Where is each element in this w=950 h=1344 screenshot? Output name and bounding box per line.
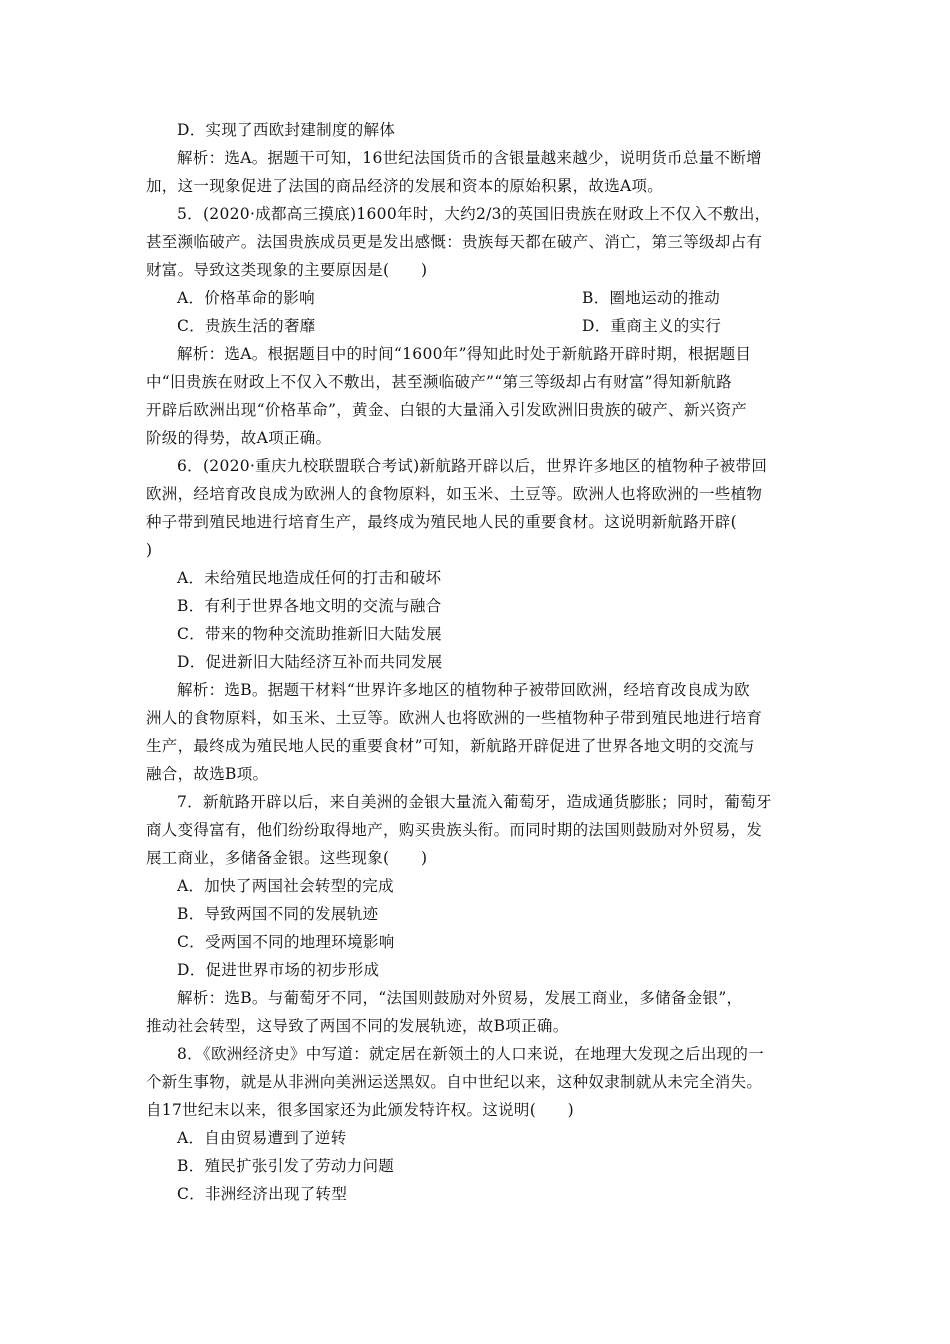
line-text: 展工商业，多储备金银。这些现象( ) (146, 849, 428, 867)
line-text: 8．《欧洲经济史》中写道：就定居在新领土的人口来说，在地理大发现之后出现的一 (177, 1045, 765, 1063)
line-text: C．受两国不同的地理环境影响 (177, 933, 395, 951)
text-line (146, 1072, 816, 1092)
option-right-column: B．圈地运动的推动 (582, 289, 721, 307)
text-line (177, 120, 847, 140)
text-line (146, 484, 816, 504)
line-text: 7．新航路开辟以后，来自美洲的金银大量流入葡萄牙，造成通货膨胀；同时，葡萄牙 (177, 793, 772, 811)
text-line (177, 204, 847, 224)
line-text: 5．(2020·成都高三摸底)1600年时，大约2/3的英国旧贵族在财政上不仅入不敷出， (177, 205, 771, 223)
line-text: B．殖民扩张引发了劳动力问题 (177, 1157, 395, 1175)
line-text: D．促进新旧大陆经济互补而共同发展 (177, 653, 443, 671)
text-line (177, 288, 847, 308)
line-text: 欧洲，经培育改良成为欧洲人的食物原料，如玉米、土豆等。欧洲人也将欧洲的一些植物 (146, 485, 763, 503)
text-line (177, 1128, 847, 1148)
line-text: B．导致两国不同的发展轨迹 (177, 905, 379, 923)
line-text: 生产，最终成为殖民地人民的重要食材”可知，新航路开辟促进了世界各地文明的交流与 (146, 737, 755, 755)
text-line (177, 344, 847, 364)
line-text: 种子带到殖民地进行培育生产，最终成为殖民地人民的重要食材。这说明新航路开辟( (146, 513, 737, 531)
line-text: C．带来的物种交流助推新旧大陆发展 (177, 625, 442, 643)
text-line (177, 1044, 847, 1064)
line-text: B．有利于世界各地文明的交流与融合 (177, 597, 442, 615)
line-text: A．加快了两国社会转型的完成 (177, 877, 394, 895)
text-line (177, 960, 847, 980)
text-line (146, 820, 816, 840)
text-line (177, 1156, 847, 1176)
text-line (177, 876, 847, 896)
text-line (146, 1016, 816, 1036)
line-text: A．价格革命的影响 (177, 289, 315, 307)
line-text: 洲人的食物原料，如玉米、土豆等。欧洲人也将欧洲的一些植物种子带到殖民地进行培育 (146, 709, 763, 727)
line-text: C．非洲经济出现了转型 (177, 1185, 348, 1203)
line-text: 融合，故选B项。 (146, 765, 269, 783)
text-line (177, 904, 847, 924)
text-line (146, 372, 816, 392)
text-line (177, 652, 847, 672)
line-text: 阶级的得势，故A项正确。 (146, 429, 332, 447)
line-text: 商人变得富有，他们纷纷取得地产，购买贵族头衔。而同时期的法国则鼓励对外贸易，发 (146, 821, 763, 839)
text-line (146, 1100, 816, 1120)
text-line (177, 792, 847, 812)
text-line (177, 932, 847, 952)
text-line (146, 428, 816, 448)
text-line (146, 848, 816, 868)
text-line (146, 232, 816, 252)
line-text: 中“旧贵族在财政上不仅入不敷出，甚至濒临破产”“第三等级却占有财富”得知新航路 (146, 373, 732, 391)
text-line (177, 1184, 847, 1204)
text-line (146, 176, 816, 196)
text-line (177, 596, 847, 616)
line-text: 推动社会转型，这导致了两国不同的发展轨迹，故B项正确。 (146, 1017, 569, 1035)
line-text: 自17世纪末以来，很多国家还为此颁发特许权。这说明( ) (146, 1101, 575, 1119)
text-line (146, 260, 816, 280)
text-line (146, 708, 816, 728)
text-line (177, 316, 847, 336)
text-line (177, 988, 847, 1008)
line-text: A．未给殖民地造成任何的打击和破坏 (177, 569, 442, 587)
line-text: D．实现了西欧封建制度的解体 (177, 121, 396, 139)
line-text: 开辟后欧洲出现“价格革命”，黄金、白银的大量涌入引发欧洲旧贵族的破产、新兴资产 (146, 401, 748, 419)
text-line (177, 568, 847, 588)
text-line (146, 512, 816, 532)
line-text: 6．(2020·重庆九校联盟联合考试)新航路开辟以后，世界许多地区的植物种子被带回 (177, 457, 768, 475)
line-text: 解析：选B。与葡萄牙不同，“法国则鼓励对外贸易，发展工商业，多储备金银”， (177, 989, 743, 1007)
line-text: 财富。导致这类现象的主要原因是( ) (146, 261, 428, 279)
text-line (146, 736, 816, 756)
line-text: 加，这一现象促进了法国的商品经济的发展和资本的原始积累，故选A项。 (146, 177, 664, 195)
text-line (177, 624, 847, 644)
line-text: 解析：选A。据题干可知，16世纪法国货币的含银量越来越少，说明货币总量不断增 (177, 149, 762, 167)
line-text: 甚至濒临破产。法国贵族成员更是发出感慨：贵族每天都在破产、消亡，第三等级却占有 (146, 233, 763, 251)
line-text: 解析：选A。根据题目中的时间“1600年”得知此时处于新航路开辟时期，根据题目 (177, 345, 752, 363)
line-text: C．贵族生活的奢靡 (177, 317, 316, 335)
line-text: A．自由贸易遭到了逆转 (177, 1129, 347, 1147)
line-text: 个新生事物，就是从非洲向美洲运送黑奴。自中世纪以来，这种奴隶制就从未完全消失。 (146, 1073, 763, 1091)
text-line (177, 680, 847, 700)
line-text: 解析：选B。据题干材料“世界许多地区的植物种子被带回欧洲，经培育改良成为欧 (177, 681, 750, 699)
text-line (146, 764, 816, 784)
text-line (177, 148, 847, 168)
text-line (146, 540, 816, 560)
text-line (177, 456, 847, 476)
option-right-column: D．重商主义的实行 (582, 317, 722, 335)
line-text: D．促进世界市场的初步形成 (177, 961, 380, 979)
line-text: ) (146, 541, 153, 559)
text-line (146, 400, 816, 420)
